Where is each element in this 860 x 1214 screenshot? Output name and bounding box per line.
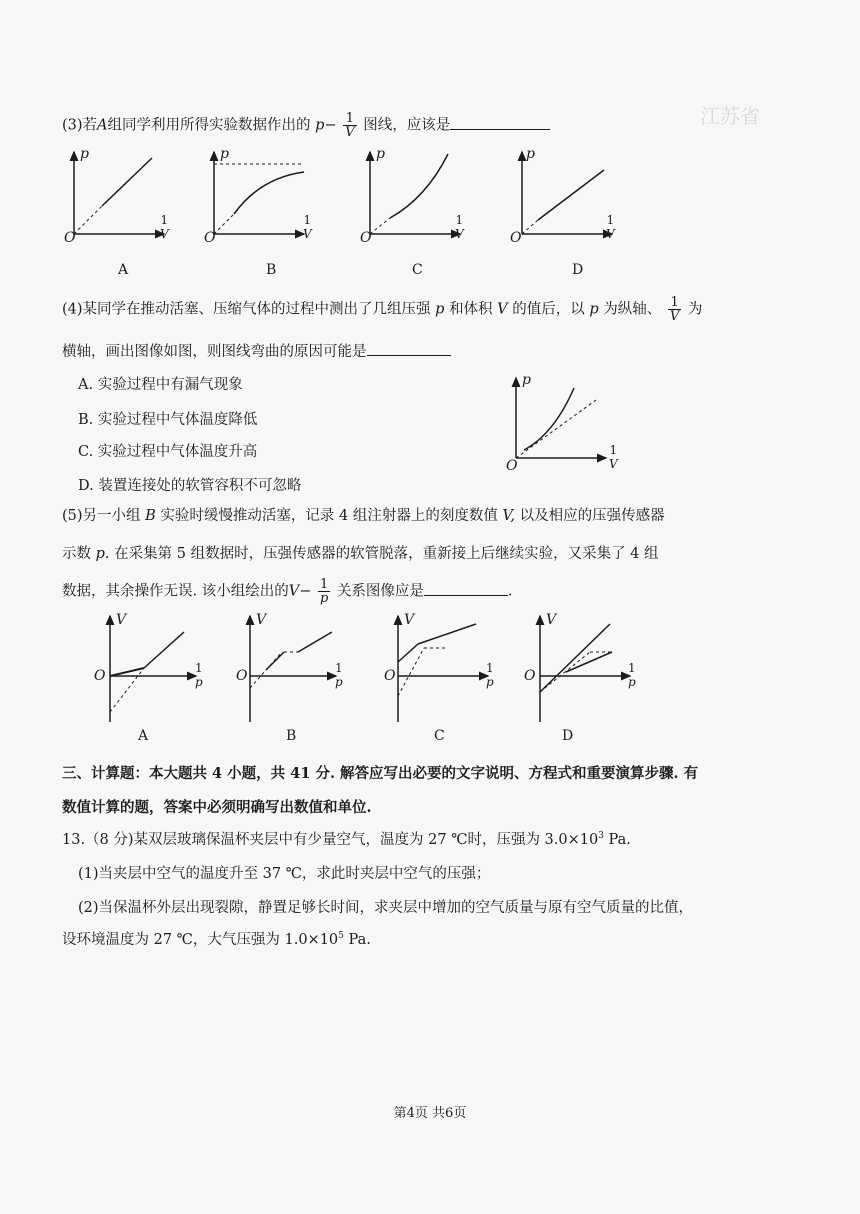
q5c-axis-x: 1 p xyxy=(486,661,494,689)
q5b-axis-x: 1 p xyxy=(335,661,343,689)
q3b-axis-x: 1 V xyxy=(303,213,312,241)
q5b-axis-y: V xyxy=(256,612,267,628)
q5a-origin: O xyxy=(94,668,106,684)
q3a-axis-x: 1 V xyxy=(160,213,169,241)
q13-sub1: (1)当夹层中空气的温度升至 37 ℃，求此时夹层中空气的压强； xyxy=(78,866,491,882)
q4-choice-b[interactable]: B. 实验过程中气体温度降低 xyxy=(78,412,258,428)
q5b-origin: O xyxy=(236,668,248,684)
q3d-origin: O xyxy=(510,230,522,246)
q4-origin: O xyxy=(506,458,518,474)
q3d-axis-x: 1 V xyxy=(606,213,615,241)
q3d-axis-y: p xyxy=(526,146,535,162)
q3-option-c-label[interactable]: C xyxy=(412,262,423,278)
q5d-origin: O xyxy=(524,668,536,684)
q4-stem-line1: (4)某同学在推动活塞、压缩气体的过程中测出了几组压强 p 和体积 V 的值后，以 p 为纵轴、 $\frac{1}{V}$ 为 xyxy=(62,295,703,324)
q4-choice-d[interactable]: D. 装置连接处的软管容积不可忽略 xyxy=(78,478,302,494)
q3a-axis-y: p xyxy=(80,146,89,162)
q5-option-b-label[interactable]: B xyxy=(286,728,297,744)
q3a-origin: O xyxy=(64,230,76,246)
q5c-origin: O xyxy=(384,668,396,684)
q3-option-b-label[interactable]: B xyxy=(266,262,277,278)
q5a-axis-y: V xyxy=(116,612,127,628)
q4-graph xyxy=(502,374,622,478)
q3-graph-b xyxy=(200,148,320,252)
q3c-axis-y: p xyxy=(376,146,385,162)
q5-option-c-label[interactable]: C xyxy=(434,728,445,744)
q13-sub2: (2)当保温杯外层出现裂隙，静置足够长时间，求夹层中增加的空气质量与原有空气质量的比值， xyxy=(78,900,694,916)
q3-option-a-label[interactable]: A xyxy=(118,262,129,278)
q3b-axis-y: p xyxy=(220,146,229,162)
q4-axis-y: p xyxy=(522,372,531,388)
page-footer: 第4页 共6页 xyxy=(393,1106,467,1121)
q5-stem-line2: 示数 p. 在采集第 5 组数据时，压强传感器的软管脱落，重新接上后继续实验，又采集了 4 组 xyxy=(62,546,659,562)
q4-axis-x: 1 V xyxy=(609,443,618,471)
q13-sub2-cont: 设环境温度为 27 ℃，大气压强为 $1.0\times 10^5$ Pa. xyxy=(62,931,371,948)
q5-option-d-label[interactable]: D xyxy=(562,728,574,744)
q4-fraction: $\frac{1}{V}$ xyxy=(669,295,680,324)
q4-choice-a[interactable]: A. 实验过程中有漏气现象 xyxy=(78,377,243,393)
q5c-axis-y: V xyxy=(404,612,415,628)
q5-stem-line3: 数据，其余操作无误. 该小组绘出的V− $\frac{1}{p}$ 关系图像应是 . xyxy=(62,577,513,606)
answer-blank[interactable] xyxy=(424,581,508,596)
q3-option-d-label[interactable]: D xyxy=(572,262,584,278)
q13-stem: 13.（8 分)某双层玻璃保温杯夹层中有少量空气，温度为 27 ℃时，压强为 $3.0\times 10^3$ Pa. xyxy=(62,831,631,848)
q5d-axis-x: 1 p xyxy=(628,661,636,689)
q5a-axis-x: 1 p xyxy=(195,661,203,689)
q3b-origin: O xyxy=(204,230,216,246)
q3-stem: (3)若A组同学利用所得实验数据作出的 p− $\frac{1}{V}$ 图线，应该是 xyxy=(62,112,550,139)
q4-stem-line2: 横轴，画出图像如图，则图线弯曲的原因可能是 xyxy=(62,340,451,361)
q3-fraction: $\frac{1}{V}$ xyxy=(345,111,355,140)
q4-choice-c[interactable]: C. 实验过程中气体温度升高 xyxy=(78,444,258,460)
answer-blank[interactable] xyxy=(450,115,550,130)
bleed-through-text: 江苏省 xyxy=(700,104,760,128)
q5-option-a-label[interactable]: A xyxy=(138,728,149,744)
q5-fraction: $\frac{1}{p}$ xyxy=(319,577,329,606)
q5d-axis-y: V xyxy=(546,612,557,628)
q3c-axis-x: 1 V xyxy=(455,213,464,241)
answer-blank[interactable] xyxy=(367,341,451,356)
section3-heading-line2: 数值计算的题，答案中必须明确写出数值和单位. xyxy=(62,799,372,816)
q3c-origin: O xyxy=(360,230,372,246)
section3-heading-line1: 三、计算题：本大题共 4 小题，共 41 分. 解答应写出必要的文字说明、方程式和重要演算步骤. 有 xyxy=(62,765,699,782)
q5-stem-line1: (5)另一小组 B 实验时缓慢推动活塞，记录 4 组注射器上的刻度数值 V, 以及相应的压强传感器 xyxy=(62,508,665,524)
